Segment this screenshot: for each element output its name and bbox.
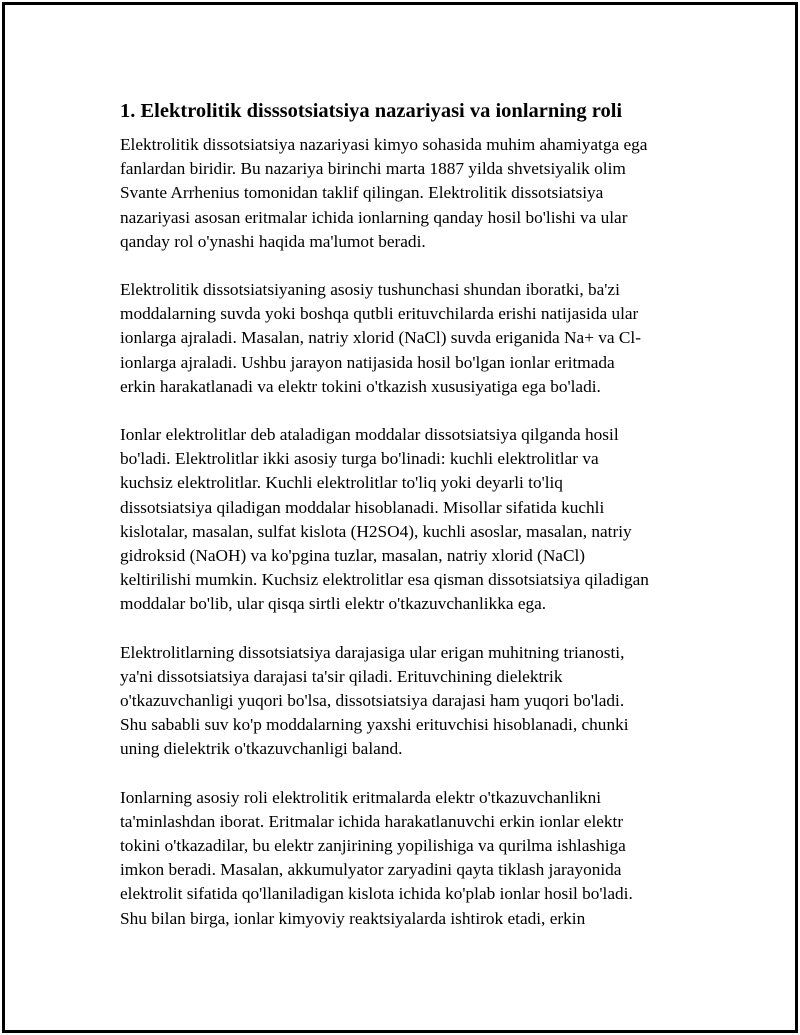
text-line: gidroksid (NaOH) va ko'pgina tuzlar, masalan, natriy xlorid (NaCl) <box>120 546 586 566</box>
text-line: ta'minlashdan iborat. Eritmalar ichida harakatlanuvchi erkin ionlar elektr <box>120 811 624 831</box>
text-line: ionlarga ajraladi. Ushbu jarayon natijasida hosil bo'lgan ionlar eritmada <box>120 352 615 372</box>
text-line: dissotsiatsiya qiladigan moddalar hisoblanadi. Misollar sifatida kuchli <box>120 497 605 517</box>
text-line: Ionlarning asosiy roli elektrolitik eritmalarda elektr o'tkazuvchanlikni <box>120 787 602 807</box>
text-line: bo'ladi. Elektrolitlar ikki asosiy turga bo'linadi: kuchli elektrolitlar va <box>120 449 599 469</box>
text-line: uning dielektrik o'tkazuvchanligi baland. <box>120 739 403 759</box>
paragraph <box>120 641 690 762</box>
text-line: tokini o'tkazadilar, bu elektr zanjirining yopilishiga va qurilma ishlashiga <box>120 836 626 856</box>
section-heading: 1. Elektrolitik disssotsiatsiya nazariyasi va ionlarning roli <box>120 100 623 122</box>
text-line: Shu sababli suv ko'p moddalarning yaxshi erituvchisi hisoblanadi, chunki <box>120 715 629 735</box>
paragraph <box>120 786 690 931</box>
text-line: Shu bilan birga, ionlar kimyoviy reaktsiyalarda ishtirok etadi, erkin <box>120 908 586 928</box>
text-line: elektrolit sifatida qo'llaniladigan kislota ichida ko'plab ionlar hosil bo'ladi. <box>120 884 633 904</box>
text-line: ya'ni dissotsiatsiya darajasi ta'sir qiladi. Erituvchining dielektrik <box>120 666 563 686</box>
text-line: Ionlar elektrolitlar deb ataladigan moddalar dissotsiatsiya qilganda hosil <box>120 425 619 445</box>
text-line: kislotalar, masalan, sulfat kislota (H2SO4), kuchli asoslar, masalan, natriy <box>120 521 632 541</box>
text-line: erkin harakatlanadi va elektr tokini o'tkazish xususiyatiga ega bo'ladi. <box>120 376 601 396</box>
text-line: Elektrolitik dissotsiatsiyaning asosiy tushunchasi shundan iboratki, ba'zi <box>120 280 620 300</box>
text-line: qanday rol o'ynashi haqida ma'lumot beradi. <box>120 231 426 251</box>
text-line: moddalarning suvda yoki boshqa qutbli erituvchilarda erishi natijasida ular <box>120 304 639 324</box>
paragraph <box>120 278 690 399</box>
text-line: Elektrolitik dissotsiatsiya nazariyasi kimyo sohasida muhim ahamiyatga ega <box>120 135 648 154</box>
text-line: nazariyasi asosan eritmalar ichida ionlarning qanday hosil bo'lishi va ular <box>120 207 628 227</box>
text-line: moddalar bo'lib, ular qisqa sirtli elektr o'tkazuvchanlikka ega. <box>120 594 547 614</box>
text-line: imkon beradi. Masalan, akkumulyator zaryadini qayta tiklash jarayonida <box>120 860 622 880</box>
text-line: Elektrolitlarning dissotsiatsiya darajasiga ular erigan muhitning trianosti, <box>120 642 625 662</box>
paragraph <box>120 423 690 617</box>
text-line: Svante Arrhenius tomonidan taklif qilingan. Elektrolitik dissotsiatsiya <box>120 183 604 203</box>
text-line: o'tkazuvchanligi yuqori bo'lsa, dissotsiatsiya darajasi ham yuqori bo'ladi. <box>120 691 625 711</box>
paragraph <box>120 133 690 254</box>
document-body <box>120 97 690 955</box>
text-line: keltirilishi mumkin. Kuchsiz elektrolitlar esa qisman dissotsiatsiya qiladigan <box>120 570 649 590</box>
paragraph-list <box>120 133 690 931</box>
page-frame <box>2 2 798 1033</box>
text-line: fanlardan biridir. Bu nazariya birinchi marta 1887 yilda shvetsiyalik olim <box>120 159 626 179</box>
text-line: kuchsiz elektrolitlar. Kuchli elektrolitlar to'liq yoki deyarli to'liq <box>120 473 563 493</box>
text-line: ionlarga ajraladi. Masalan, natriy xlorid (NaCl) suvda eriganida Na+ va Cl- <box>120 328 641 348</box>
